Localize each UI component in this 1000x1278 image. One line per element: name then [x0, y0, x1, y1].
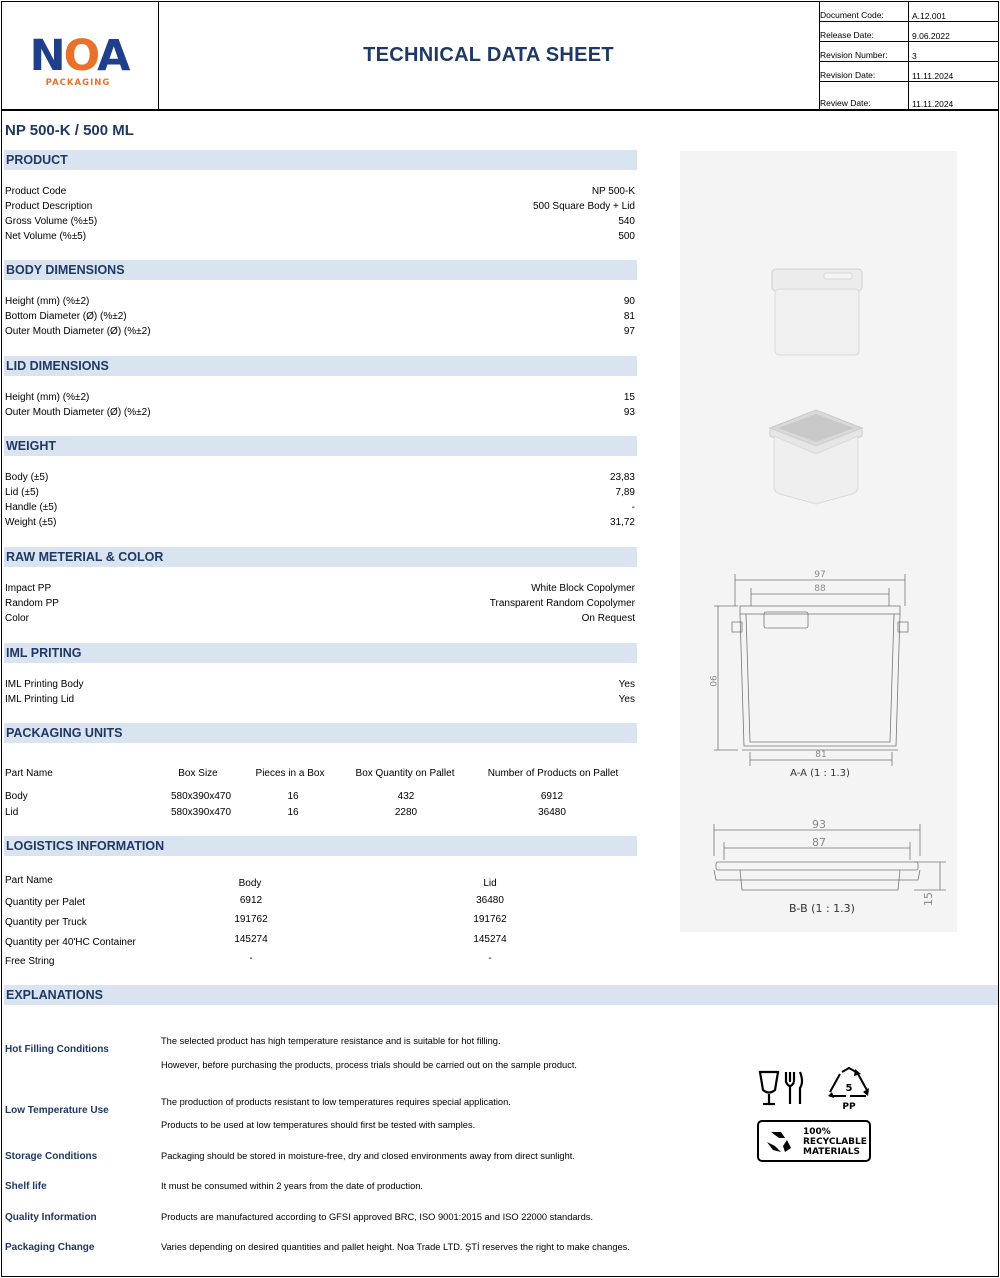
logistics-cell: 191762	[473, 914, 507, 925]
svg-text:RECYCLABLE: RECYCLABLE	[803, 1137, 867, 1147]
svg-text:PACKAGING: PACKAGING	[45, 78, 111, 88]
section-explanations: EXPLANATIONS	[4, 985, 998, 1005]
spec-row: IML Printing Lid Yes	[5, 694, 635, 705]
logistics-cell: 36480	[476, 895, 504, 906]
document-header	[2, 2, 998, 111]
section-packaging-units: PACKAGING UNITS	[4, 723, 637, 743]
explanation-label: Storage Conditions	[5, 1151, 98, 1162]
product-title: NP 500-K / 500 ML	[5, 122, 134, 139]
food-safe-icon	[756, 1068, 806, 1108]
pu-cell: 2280	[394, 807, 418, 818]
svg-text:100%: 100%	[803, 1127, 831, 1137]
pu-cell: 16	[287, 791, 299, 802]
document-meta	[819, 2, 998, 109]
document-title: TECHNICAL DATA SHEET	[363, 44, 614, 66]
explanation-label: Shelf life	[5, 1181, 47, 1192]
logistics-cell: 145274	[234, 934, 268, 945]
section-product: PRODUCT	[4, 150, 637, 170]
svg-text:81: 81	[815, 750, 827, 760]
pu-header-box-qty: Box Quantity on Pallet	[355, 768, 455, 779]
meta-row-code: Document Code: A.12.001	[819, 2, 998, 22]
pu-cell: 580x390x470	[170, 807, 232, 818]
container-open-image	[766, 406, 866, 506]
pu-cell: 36480	[538, 807, 566, 818]
spec-row: Weight (±5) 31,72	[5, 517, 635, 528]
meta-row-release: Release Date: 9.06.2022	[819, 22, 998, 42]
logistics-label: Quantity per Palet	[5, 897, 86, 908]
spec-row: Gross Volume (%±5) 540	[5, 216, 635, 227]
spec-row: Impact PP White Block Copolymer	[5, 583, 635, 594]
section-logistics: LOGISTICS INFORMATION	[4, 836, 637, 856]
explanation-text: However, before purchasing the products, process trials should be carried out on the sample product.	[161, 1060, 578, 1070]
meta-row-revision-date: Revision Date: 11.11.2024	[819, 62, 998, 82]
spec-row: Outer Mouth Diameter (Ø) (%±2) 93	[5, 407, 635, 418]
spec-row: Outer Mouth Diameter (Ø) (%±2) 97	[5, 326, 635, 337]
pu-header-box-size: Box Size	[178, 768, 218, 779]
explanation-label: Low Temperature Use	[5, 1105, 109, 1116]
meta-row-review-date: Review Date: 11.11.2024	[819, 82, 998, 109]
recyclable-materials-badge-icon	[757, 1120, 871, 1162]
spec-row: Body (±5) 23,83	[5, 472, 635, 483]
title-cell	[158, 2, 820, 109]
logistics-cell: -	[249, 953, 253, 964]
section-iml-printing: IML PRITING	[4, 643, 637, 663]
spec-row: IML Printing Body Yes	[5, 679, 635, 690]
explanation-label: Quality Information	[5, 1212, 97, 1223]
noa-logo-icon	[2, 2, 158, 109]
explanation-label: Packaging Change	[5, 1242, 95, 1253]
explanation-text: Packaging should be stored in moisture-free, dry and closed environments away from direct sunlight.	[161, 1151, 575, 1161]
section-raw-material: RAW METERIAL & COLOR	[4, 547, 637, 567]
logistics-label: Quantity per 40'HC Container	[5, 937, 136, 948]
svg-text:90: 90	[707, 675, 717, 687]
pu-cell: 6912	[540, 791, 564, 802]
pu-cell: 16	[287, 807, 299, 818]
explanation-text: It must be consumed within 2 years from the date of production.	[161, 1181, 423, 1191]
pu-header-pieces: Pieces in a Box	[255, 768, 325, 779]
drawing-section-bb	[702, 816, 952, 916]
product-image-panel	[680, 151, 957, 932]
spec-row: Product Code NP 500-K	[5, 186, 635, 197]
meta-row-revision-number: Revision Number: 3	[819, 42, 998, 62]
pu-cell: Lid	[5, 807, 19, 818]
pu-cell: Body	[5, 791, 28, 802]
section-lid-dimensions: LID DIMENSIONS	[4, 356, 637, 376]
svg-text:B-B (1 : 1.3): B-B (1 : 1.3)	[789, 902, 855, 915]
explanation-label: Hot Filling Conditions	[5, 1044, 109, 1055]
logistics-cell: -	[488, 953, 492, 964]
svg-text:87: 87	[812, 836, 826, 849]
spec-row: Color On Request	[5, 613, 635, 624]
pu-cell: 432	[397, 791, 415, 802]
logistics-cell: 145274	[473, 934, 507, 945]
logistics-label: Free String	[5, 956, 55, 967]
logistics-header-lid: Lid	[483, 878, 497, 889]
svg-text:97: 97	[814, 570, 826, 580]
pu-header-part: Part Name	[5, 768, 53, 779]
spec-row: Height (mm) (%±2) 90	[5, 296, 635, 307]
container-closed-image	[766, 261, 866, 361]
logo	[2, 2, 159, 109]
recycle-pp-icon	[822, 1066, 876, 1112]
spec-row: Bottom Diameter (Ø) (%±2) 81	[5, 311, 635, 322]
page-frame	[1, 1, 999, 1277]
spec-row: Handle (±5) -	[5, 502, 635, 513]
svg-text:93: 93	[812, 818, 826, 831]
explanation-text: Varies depending on desired quantities and pallet height. Noa Trade LTD. ŞTİ reserves the right to make changes.	[161, 1242, 630, 1252]
pu-header-products: Number of Products on Pallet	[487, 768, 619, 779]
svg-text:88: 88	[814, 584, 826, 594]
svg-text:15: 15	[922, 892, 935, 906]
explanation-text: Products to be used at low temperatures should first be tested with samples.	[161, 1120, 476, 1130]
section-weight: WEIGHT	[4, 436, 637, 456]
spec-row: Height (mm) (%±2) 15	[5, 392, 635, 403]
spec-row: Product Description 500 Square Body + Lid	[5, 201, 635, 212]
pu-cell: 580x390x470	[170, 791, 232, 802]
section-body-dimensions: BODY DIMENSIONS	[4, 260, 637, 280]
drawing-section-aa	[702, 566, 942, 786]
spec-row: Net Volume (%±5) 500	[5, 231, 635, 242]
explanation-text: The production of products resistant to low temperatures requires special application.	[161, 1097, 511, 1107]
logistics-header-part: Part Name	[5, 875, 53, 886]
svg-text:5: 5	[845, 1083, 853, 1094]
spec-row: Lid (±5) 7,89	[5, 487, 635, 498]
logistics-label: Quantity per Truck	[5, 917, 87, 928]
logistics-header-body: Body	[238, 878, 262, 889]
logistics-cell: 191762	[234, 914, 268, 925]
svg-text:PP: PP	[842, 1102, 856, 1112]
svg-text:A-A (1 : 1.3): A-A (1 : 1.3)	[790, 768, 850, 779]
logistics-cell: 6912	[239, 895, 263, 906]
spec-row: Random PP Transparent Random Copolymer	[5, 598, 635, 609]
explanation-text: The selected product has high temperature resistance and is suitable for hot filling.	[161, 1036, 501, 1046]
svg-text:MATERIALS: MATERIALS	[803, 1147, 860, 1157]
explanation-text: Products are manufactured according to GFSI approved BRC, ISO 9001:2015 and ISO 22000 standards.	[161, 1212, 594, 1222]
svg-text:NOA: NOA	[29, 31, 129, 81]
